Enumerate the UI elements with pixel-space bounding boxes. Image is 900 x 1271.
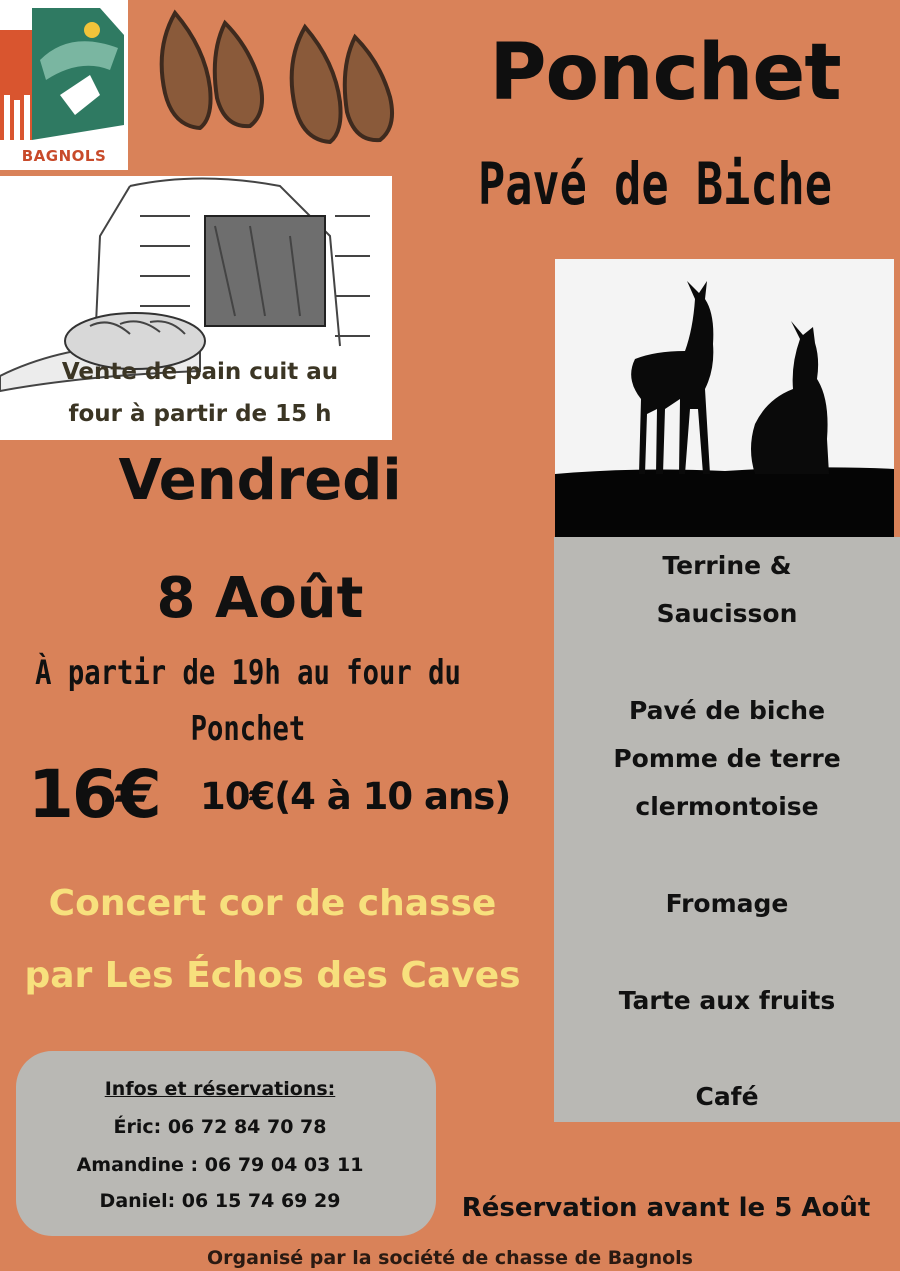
page-subtitle: Pavé de Biche (477, 150, 833, 218)
bread-sale-line-1: Vente de pain cuit au (61, 359, 339, 385)
menu-line: Terrine & (662, 551, 792, 580)
concert-line-1: Concert cor de chasse (48, 883, 497, 924)
concert-announcement (0, 868, 545, 1012)
logo-text: BAGNOLS (21, 147, 107, 165)
event-day: Vendredi (118, 448, 402, 513)
concert-line-2: par Les Échos des Caves (24, 955, 521, 996)
page-title: Ponchet (489, 28, 841, 118)
venue-line-1: À partir de 19h au four du (35, 653, 461, 693)
menu-item-terrine (554, 542, 900, 638)
contact-daniel: Daniel: 06 15 74 69 29 (99, 1190, 341, 1212)
contact-heading: Infos et réservations: (104, 1078, 336, 1100)
menu-line: Tarte aux fruits (618, 986, 836, 1015)
event-venue (20, 645, 476, 757)
deer-silhouette-photo (555, 259, 894, 537)
bagnols-logo-icon (0, 0, 128, 150)
menu-item-fromage (554, 880, 900, 928)
organizer-text: Organisé par la société de chasse de Bagnols (207, 1247, 693, 1269)
menu-item-pave (554, 687, 900, 831)
menu-item-tarte (554, 977, 900, 1025)
hoof-print-icon (285, 22, 405, 147)
contact-eric: Éric: 06 72 84 70 78 (113, 1116, 327, 1138)
hoof-print-icon (155, 8, 275, 133)
contact-amandine: Amandine : 06 79 04 03 11 (76, 1154, 364, 1176)
adult-price: 16€ (28, 756, 160, 833)
menu-line: Fromage (665, 889, 789, 918)
deer-icon (555, 259, 894, 537)
menu-line: Café (695, 1082, 759, 1111)
menu-panel (554, 537, 900, 1122)
venue-line-2: Ponchet (190, 709, 306, 749)
bread-sale-line-2: four à partir de 15 h (68, 401, 332, 427)
bread-sale-text (30, 351, 370, 435)
oven-illustration (0, 176, 392, 440)
menu-line: clermontoise (635, 792, 819, 821)
reservation-deadline: Réservation avant le 5 Août (461, 1193, 871, 1223)
menu-line: Saucisson (656, 599, 798, 628)
event-date: 8 Août (156, 566, 364, 631)
menu-line: Pomme de terre (613, 744, 841, 773)
child-price: 10€(4 à 10 ans) (200, 775, 511, 818)
menu-line: Pavé de biche (628, 696, 826, 725)
bagnols-logo (0, 0, 128, 170)
menu-item-cafe (554, 1073, 900, 1121)
